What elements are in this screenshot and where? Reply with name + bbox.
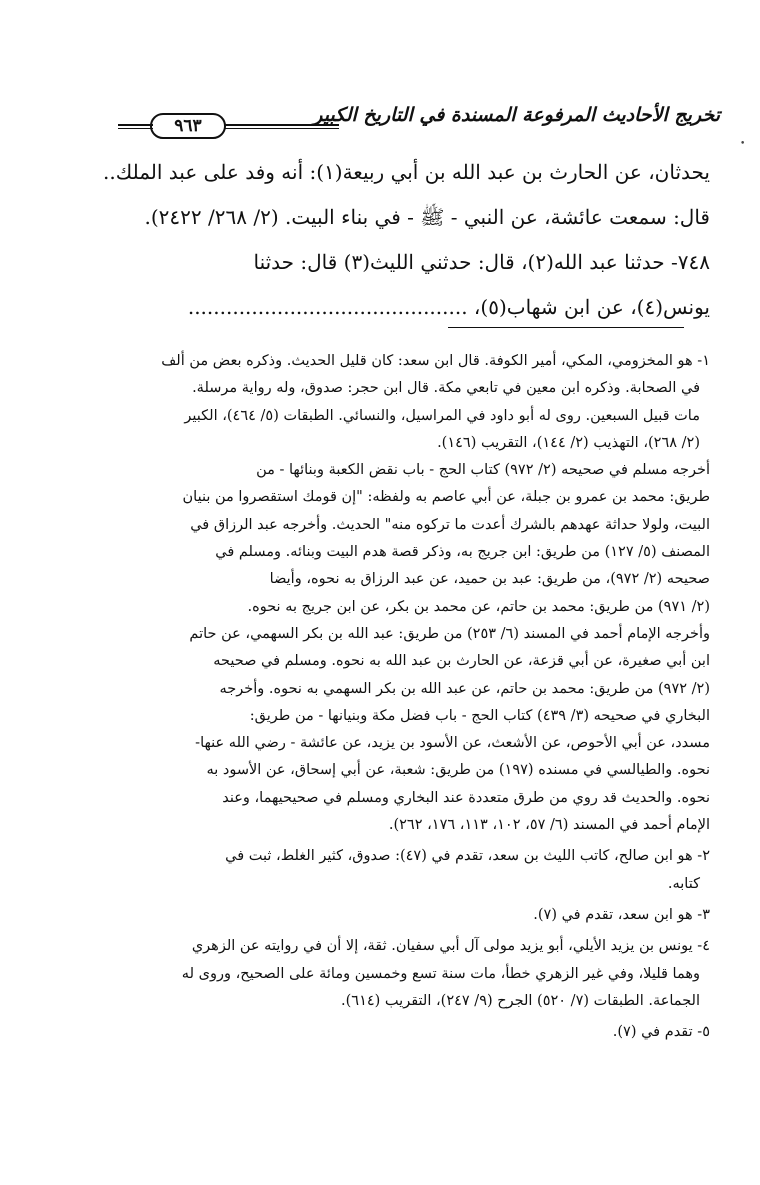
footnote-line: (٢/ ٩٧٢) من طريق: محمد بن حاتم، عن عبد الله بن بكر السهمي به نحوه. وأخرجه <box>219 680 710 697</box>
footnote-1 <box>90 348 710 839</box>
footnote-line: ١- هو المخزومي، المكي، أمير الكوفة. قال ابن سعد: كان قليل الحديث. وذكره بعض من ألف <box>161 353 710 369</box>
footnote-5 <box>90 1019 710 1046</box>
header-rule-left <box>118 124 153 129</box>
footnote-line: الجماعة. الطبقات (٧/ ٥٢٠) الجرح (٩/ ٢٤٧)، التقريب (٦١٤). <box>341 992 700 1009</box>
footnote-4 <box>90 933 710 1015</box>
footnote-line: نحوه. والطيالسي في مسنده (١٩٧) من طريق: شعبة، عن أبي إسحاق، عن الأسود به <box>206 762 710 779</box>
margin-mark: • <box>740 139 746 149</box>
main-text <box>103 150 710 330</box>
footnote-line: طريق: محمد بن عمرو بن جبلة، عن أبي عاصم به ولفظه: "إن قومك استقصروا من بنيان <box>182 489 710 506</box>
footnote-line: (٢/ ٢٦٨)، التهذيب (٢/ ١٤٤)، التقريب (١٤٦). <box>437 434 700 451</box>
main-text-line: قال: سمعت عائشة، عن النبي - ﷺ - في بناء البيت. (٢/ ٢٦٨/ ٢٤٢٢). <box>144 205 710 229</box>
page-number: ٩٦٣ <box>150 113 226 139</box>
footnote-line: صحيحه (٢/ ٩٧٢)، من طريق: عبد بن حميد، عن عبد الرزاق به نحوه، وأيضا <box>269 571 710 588</box>
main-text-line: يونس(٤)، عن ابن شهاب(٥)، ............................................ <box>187 295 710 319</box>
header-rule-right <box>225 124 339 129</box>
footnote-line: أخرجه مسلم في صحيحه (٢/ ٩٧٢) كتاب الحج - باب نقض الكعبة وبنائها - من <box>256 462 710 479</box>
footnote-line: الإمام أحمد في المسند (٦/ ٥٧، ١٠٢، ١١٣، ١٧٦، ٢٦٢). <box>388 817 710 834</box>
footnote-line: ٢- هو ابن صالح، كاتب الليث بن سعد، تقدم في (٤٧): صدوق، كثير الغلط، ثبت في <box>225 848 710 865</box>
footnote-line: ٣- هو ابن سعد، تقدم في (٧). <box>533 906 710 923</box>
footnote-line: ٤- يونس بن يزيد الأيلي، أبو يزيد مولى آل أبي سفيان. ثقة، إلا أن في روايته عن الزهري <box>191 938 710 955</box>
footnote-3 <box>90 902 710 929</box>
footnote-separator <box>448 327 684 328</box>
main-text-line: يحدثان، عن الحارث بن عبد الله بن أبي ربيعة(١): أنه وفد على عبد الملك.. <box>103 160 710 184</box>
footnote-line: البخاري في صحيحه (٣/ ٤٣٩) كتاب الحج - باب فضل مكة وبنيانها - من طريق: <box>249 707 710 724</box>
footnote-line: ٥- تقدم في (٧). <box>612 1024 710 1041</box>
footnote-line: المصنف (٥/ ١٢٧) من طريق: ابن جريج به، وذكر قصة هدم البيت وبنائه. ومسلم في <box>215 544 710 561</box>
footnote-line: مات قبيل السبعين. روى له أبو داود في المراسيل، والنسائي. الطبقات (٥/ ٤٦٤)، الكبير <box>184 407 700 424</box>
footnote-line: وأخرجه الإمام أحمد في المسند (٦/ ٢٥٣) من طريق: عبد الله بن بكر السهمي، عن حاتم <box>189 625 710 642</box>
hadith-748-line: ٧٤٨- حدثنا عبد الله(٢)، قال: حدثني الليث(٣) قال: حدثنا <box>253 250 710 274</box>
footnote-line: كتابه. <box>667 875 700 892</box>
footnote-line: مسدد، عن أبي الأحوص، عن الأشعث، عن الأسود بن يزيد، عن عائشة - رضي الله عنها- <box>195 735 710 752</box>
running-header-title: تخريج الأحاديث المرفوعة المسندة في التاريخ الكبير <box>313 104 720 126</box>
footnote-line: ابن أبي صغيرة، عن أبي قزعة، عن الحارث بن عبد الله به نحوه. ومسلم في صحيحه <box>213 653 710 670</box>
footnote-line: في الصحابة. وذكره ابن معين في تابعي مكة. قال ابن حجر: صدوق، وله رواية مرسلة. <box>192 380 700 397</box>
footnote-line: نحوه. والحديث قد روي من طرق متعددة عند البخاري ومسلم في صحيحيهما، وعند <box>222 789 710 806</box>
footnote-line: البيت، ولولا حداثة عهدهم بالشرك أعدت ما تركوه منه" الحديث. وأخرجه عبد الرزاق في <box>190 516 710 533</box>
footnote-line: (٢/ ٩٧١) من طريق: محمد بن حاتم، عن محمد بن بكر، عن ابن جريج به نحوه. <box>247 598 710 615</box>
footnote-line: وهما قليلا، وفي غير الزهري خطأ، مات سنة تسع وخمسين ومائة على الصحيح، وروى له <box>181 965 700 982</box>
footnotes <box>90 348 710 1050</box>
footnote-2 <box>90 843 710 898</box>
